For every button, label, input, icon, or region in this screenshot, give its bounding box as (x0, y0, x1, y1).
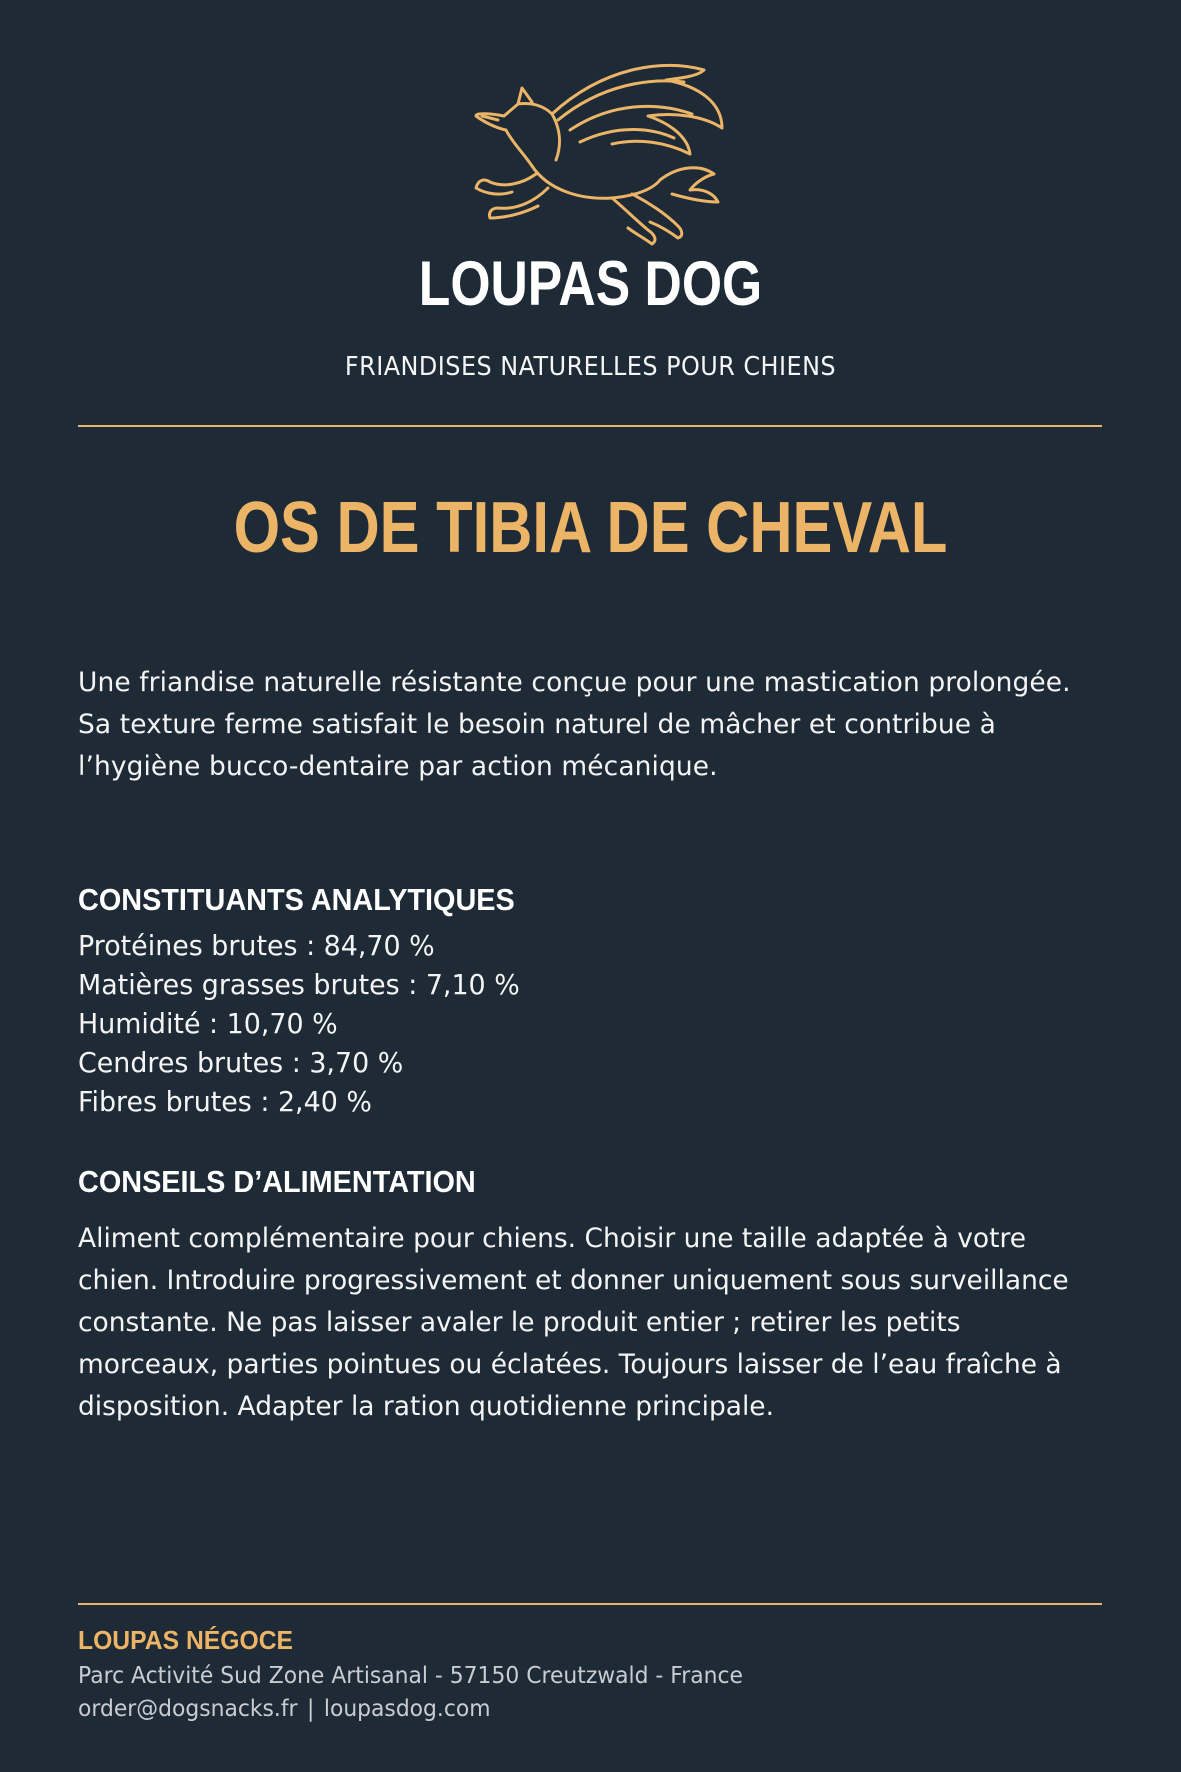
company-contact (78, 1698, 491, 1721)
product-description: Une friandise naturelle résistante conçue pour une mastication prolongée. Sa texture ferme satisfait le besoin naturel de mâcher et contribue à l’hygiène bucco-dentaire par action mécanique. (78, 667, 1071, 782)
brand-name: LOUPAS DOG (418, 249, 763, 319)
conseils-heading: CONSEILS D’ALIMENTATION (78, 1164, 476, 1199)
constituant-item: Cendres brutes : 3,70 % (78, 1046, 404, 1079)
constituant-item: Matières grasses brutes : 7,10 % (78, 968, 520, 1001)
product-title: OS DE TIBIA DE CHEVAL (233, 488, 948, 568)
constituants-heading: CONSTITUANTS ANALYTIQUES (78, 882, 515, 917)
winged-wolf-icon (452, 58, 732, 248)
company-address: Parc Activité Sud Zone Artisanal - 57150 Creutzwald - France (78, 1663, 743, 1689)
constituant-item: Protéines brutes : 84,70 % (78, 929, 435, 962)
contact-separator: | (307, 1696, 315, 1722)
top-divider (78, 425, 1102, 427)
contact-website[interactable]: loupasdog.com (323, 1696, 491, 1722)
constituant-item: Fibres brutes : 2,40 % (78, 1085, 372, 1118)
conseils-text: Aliment complémentaire pour chiens. Choisir une taille adaptée à votre chien. Introduire progressivement et donner uniquement sous surveillance constante. Ne pas laisser avaler le produit entier ; retirer les petits morceaux, parties pointues ou éclatées. Toujours laisser de l’eau fraîche à disposition. Adapter la ration quotidienne principale. (78, 1223, 1069, 1422)
bottom-divider (78, 1603, 1102, 1605)
company-name: LOUPAS NÉGOCE (78, 1625, 294, 1655)
constituant-item: Humidité : 10,70 % (78, 1007, 338, 1040)
constituants-list (78, 926, 538, 1121)
brand-tagline: FRIANDISES NATURELLES POUR CHIENS (344, 352, 837, 382)
contact-email[interactable]: order@dogsnacks.fr (78, 1696, 298, 1722)
